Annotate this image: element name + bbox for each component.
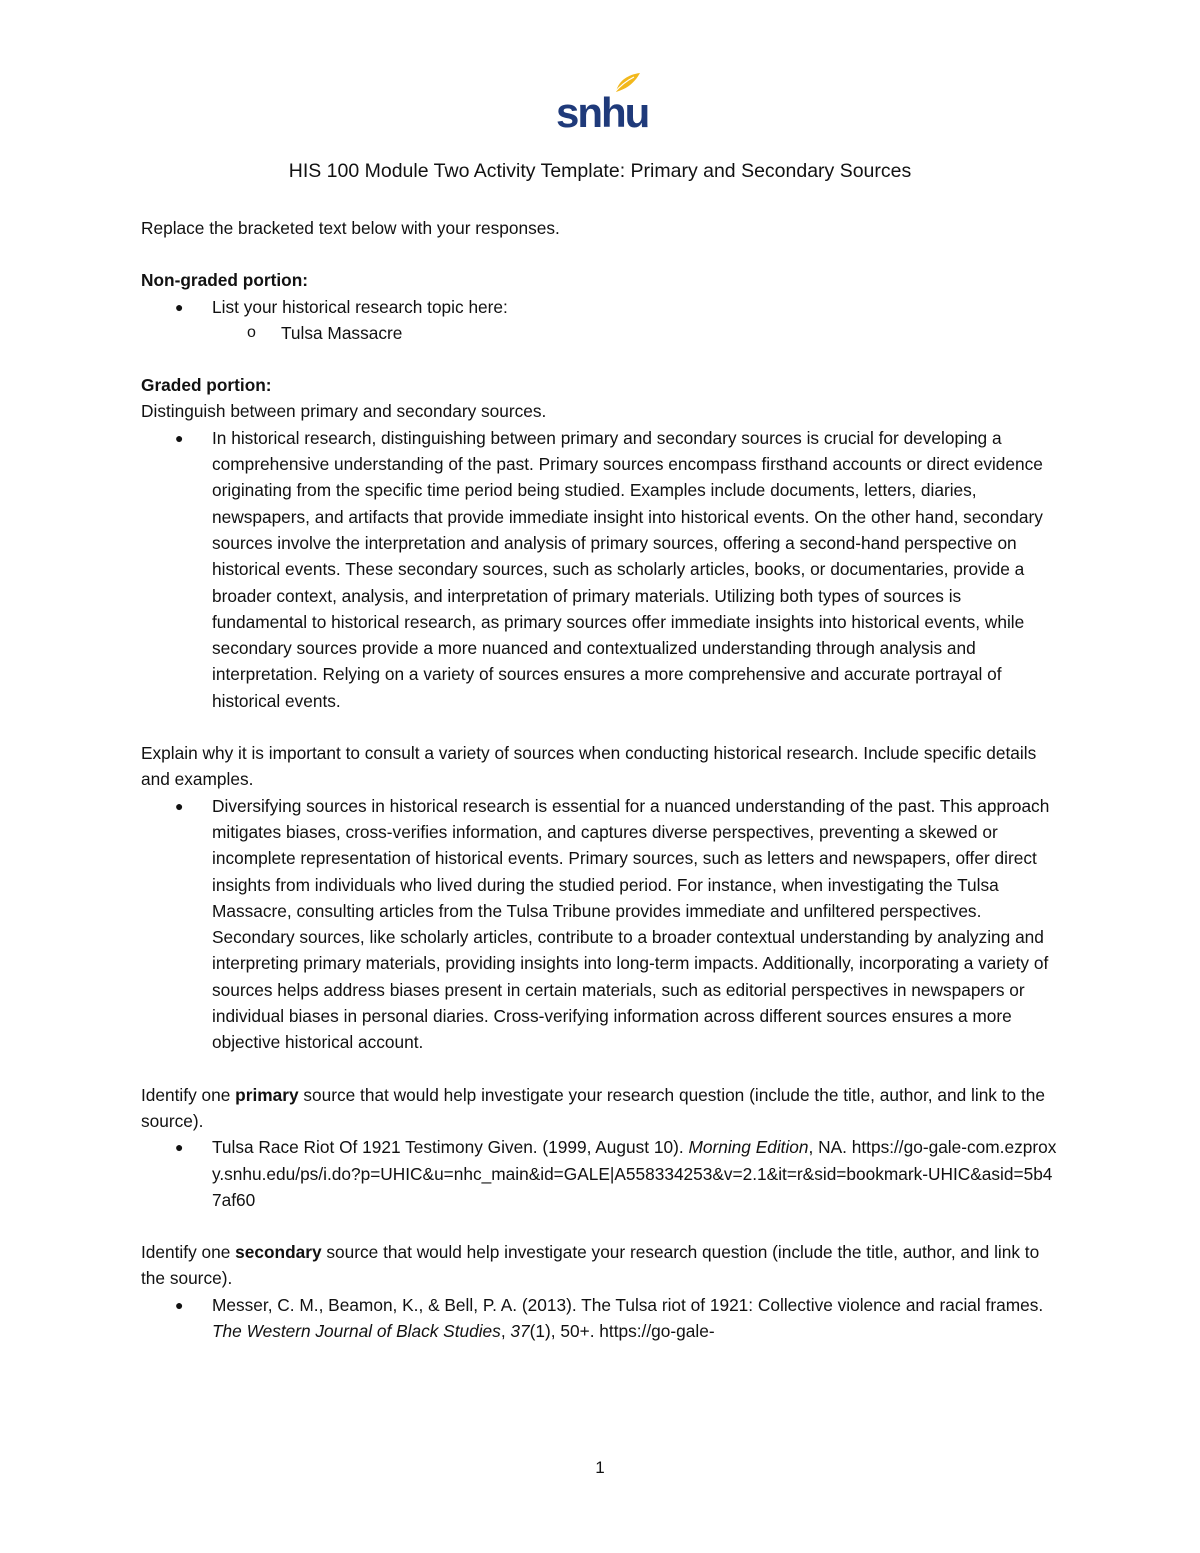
q2-answer-list xyxy=(141,793,1061,1056)
primary-source-citation xyxy=(212,1137,1056,1210)
q4-prompt-start: Identify one xyxy=(141,1242,236,1263)
list-item xyxy=(141,294,1061,320)
q1-answer: In historical research, distinguishing between primary and secondary sources is crucial for developing a comprehensive understanding of the past. Primary sources encompass firsthand accounts or direct evidence originating from the specific time period being studied. Examples include documents, letters, diaries, newspapers, and artifacts that provide immediate insight into historical events. On the other hand, secondary sources involve the interpretation and analysis of primary sources, offering a second-hand perspective on historical events. These secondary sources, such as scholarly articles, books, or documentaries, provide a broader context, analysis, and interpretation of primary materials. Utilizing both types of sources is fundamental to historical research, as primary sources offer immediate insights into historical events, while secondary sources provide a more nuanced and contextualized understanding through analysis and interpretation. Relying on a variety of sources ensures a more comprehensive and accurate portrayal of historical events. xyxy=(212,427,1043,711)
bullet-icon: ● xyxy=(175,1296,184,1313)
non-graded-heading: Non-graded portion: xyxy=(141,270,309,291)
document-title: HIS 100 Module Two Activity Template: Primary and Secondary Sources xyxy=(288,160,912,182)
topic-value: Tulsa Massacre xyxy=(281,322,403,343)
citation-separator: , xyxy=(500,1320,511,1341)
sub-bullet-icon: o xyxy=(247,323,256,341)
bullet-icon: ● xyxy=(175,429,184,446)
bullet-icon: ● xyxy=(175,797,184,814)
q1-prompt: Distinguish between primary and secondary sources. xyxy=(141,401,547,422)
logo-wordmark: snhu xyxy=(556,89,649,136)
citation-journal: The Western Journal of Black Studies xyxy=(212,1320,501,1341)
spacer xyxy=(141,1213,1061,1239)
citation-publication: Morning Edition xyxy=(688,1137,809,1158)
q2-prompt: Explain why it is important to consult a variety of sources when conducting historical research. Include specific details and examples. xyxy=(141,743,1037,790)
q3-prompt-start: Identify one xyxy=(141,1084,236,1105)
q4-prompt-emphasis: secondary xyxy=(235,1242,322,1263)
snhu-logo xyxy=(552,72,649,136)
list-item xyxy=(141,1292,1061,1345)
q1-answer-list xyxy=(141,425,1061,714)
q4-prompt xyxy=(141,1239,1061,1292)
non-graded-list xyxy=(141,294,1061,320)
q3-prompt-emphasis: primary xyxy=(235,1084,299,1105)
q3-prompt xyxy=(141,1082,1061,1135)
spacer xyxy=(141,1056,1061,1082)
citation-link: (1), 50+. https://go-gale- xyxy=(529,1320,715,1341)
secondary-source-citation xyxy=(212,1295,1043,1341)
page-number: 1 xyxy=(595,1458,605,1477)
citation-text: Messer, C. M., Beamon, K., & Bell, P. A. (2013). The Tulsa riot of 1921: Collective violence and racial frames. xyxy=(212,1294,1044,1315)
citation-link: , NA. https://go-gale-com.ezproxy.snhu.edu/ps/i.do?p=UHIC&u=nhc_main&id=GALE|A558334253&v=2.1&it=r&sid=bookmark-UHIC&asid=5b47af60 xyxy=(212,1137,1057,1210)
q4-answer-list xyxy=(141,1292,1061,1345)
q3-answer-list xyxy=(141,1134,1061,1213)
q3-prompt-end: source that would help investigate your research question (include the title, author, and link to the source). xyxy=(141,1084,1045,1131)
list-item xyxy=(141,793,1061,1056)
list-item xyxy=(141,320,1061,346)
q4-prompt-end: source that would help investigate your research question (include the title, author, and link to the source). xyxy=(141,1242,1040,1289)
bullet-icon: ● xyxy=(175,1139,184,1156)
citation-volume: 37 xyxy=(510,1320,530,1341)
citation-text: Tulsa Race Riot Of 1921 Testimony Given. (1999, August 10). xyxy=(212,1137,689,1158)
spacer xyxy=(141,714,1061,740)
bullet-icon: ● xyxy=(175,298,184,315)
graded-heading: Graded portion: xyxy=(141,375,272,396)
list-item xyxy=(141,425,1061,714)
topic-sublist xyxy=(141,320,1061,346)
list-item xyxy=(141,1134,1061,1213)
intro-text: Replace the bracketed text below with your responses. xyxy=(141,218,560,238)
document-body xyxy=(141,215,1061,1344)
q2-answer: Diversifying sources in historical research is essential for a nuanced understanding of the past. This approach mitigates biases, cross-verifies information, and captures diverse perspectives, preventing a skewed or incomplete representation of historical events. Primary sources, such as letters and newspapers, offer direct insights from individuals who lived during the studied period. For instance, when investigating the Tulsa Massacre, consulting articles from the Tulsa Tribune provides immediate and unfiltered perspectives. Secondary sources, like scholarly articles, contribute to a broader contextual understanding by analyzing and interpreting primary materials, providing insights into long-term impacts. Additionally, incorporating a variety of sources helps address biases present in certain materials, such as editorial perspectives in newspapers or individual biases in personal diaries. Cross-verifying information across different sources ensures a more objective historical account. xyxy=(212,795,1050,1053)
topic-label: List your historical research topic here: xyxy=(212,296,508,317)
